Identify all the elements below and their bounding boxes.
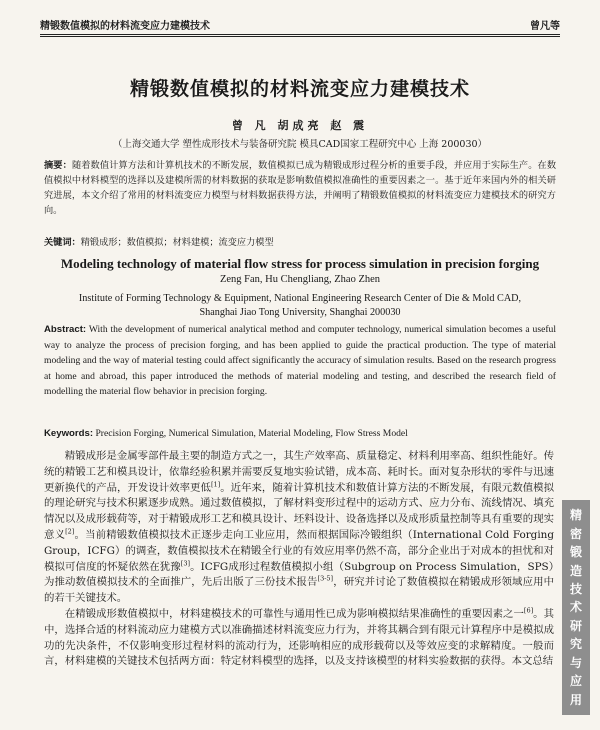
side-tab-char: 锻 <box>569 545 582 560</box>
side-tab-char: 用 <box>569 692 582 707</box>
body-p1-part-a: 精锻成形是金属零部件最主要的制造方式之一，其生产效率高、质量稳定、材料利用率高、组织性能好。传统的精锻工艺和模具设计，依靠经验积累并需要反复地实验试错，成本高、耗时长。面对复杂形状的零件与迅速更新换代的产品，开发设计效率更低 <box>44 450 554 494</box>
body-paragraph-1 <box>44 449 554 607</box>
citation: [3] <box>180 559 190 568</box>
side-tab-char: 精 <box>569 508 582 523</box>
abstract-chinese-text: 随着数值计算方法和计算机技术的不断发展，数值模拟已成为精锻成形过程分析的重要手段，并应用于实际生产。在数值模拟中材料模型的选择以及建模所需的材料数据的获取是影响数值模拟准确性的重要因素之一。基于近年来国内外的相关研究进展，本文介绍了常用的材料流变应力模型与材料数据获得方法，并阐明了精锻数值模拟的材料流变应力建模技术的研究方向。 <box>44 160 557 216</box>
authors-chinese: 曾 凡 胡成亮 赵 震 <box>231 119 369 132</box>
citation: [3-5] <box>317 574 334 583</box>
title-english: Modeling technology of material flow stress for process simulation in precision forging <box>60 256 540 271</box>
running-header-title: 精锻数值模拟的材料流变应力建模技术 <box>40 21 210 32</box>
keywords-english-text: Precision Forging, Numerical Simulation, Material Modeling, Flow Stress Model <box>95 428 408 439</box>
side-tab-char: 应 <box>569 674 582 689</box>
side-tab-char: 密 <box>569 526 582 541</box>
side-tab-char: 造 <box>569 563 582 578</box>
side-tab-char: 究 <box>569 637 582 652</box>
authors-english: Zeng Fan, Hu Chengliang, Zhao Zhen <box>219 274 381 285</box>
header-rule <box>40 34 560 35</box>
side-tab-char: 与 <box>569 655 582 670</box>
body-p1-part-c: 。当前精锻数值模拟技术正逐步走向工业应用，然而根据国际冷锻组织（International Cold Forging Group，ICFG）的调查，数值模拟技术在精锻全行业的有效应用率仍然不高，部分企业出于对成本的担忧和对模拟可信度的怀疑依然在犹豫 <box>44 528 555 573</box>
affiliation-english <box>44 292 556 320</box>
abstract-english-label: Abstract: <box>44 324 87 335</box>
side-tab-char: 术 <box>569 600 582 615</box>
affiliation-english-line2: Shanghai Jiao Tong University, Shanghai 200030 <box>199 307 401 318</box>
body-p1-part-e: ，研究并讨论了数值模拟在精锻成形领域应用中的若干关键技术。 <box>44 576 555 605</box>
citation: [2] <box>65 527 75 536</box>
body-p2-part-b: 。其中，选择合适的材料流动应力建模方式以准确描述材料流变应力行为，并将其耦合到有限元计算程序中是模拟成功的先决条件，不仅影响变形过程材料的流动行为，还影响相应的成形载荷以及等效应变的求解精度。一般而言，材料建模的关键技术包括两方面：特定材料模型的选择，以及支持该模型的材料实验数据的获得。本文总结 <box>44 607 555 668</box>
citation: [6] <box>523 606 534 615</box>
affiliation-chinese: （上海交通大学 塑性成形技术与装备研究院 模具CAD国家工程研究中心 上海 200030） <box>112 139 488 150</box>
keywords-chinese-label: 关键词： <box>44 237 81 248</box>
body-text <box>44 449 554 670</box>
body-paragraph-2 <box>44 607 554 670</box>
title-chinese: 精锻数值模拟的材料流变应力建模技术 <box>129 78 470 100</box>
keywords-english <box>44 428 556 439</box>
running-header-authors: 曾凡等 <box>530 21 560 32</box>
side-tab-char: 研 <box>569 618 582 633</box>
side-tab-char: 技 <box>569 582 582 597</box>
body-p1-part-d: 。ICFG成形过程数值模拟小组（Subgroup on Process Simulation，SPS）为推动数值模拟技术的全面推广，先后出版了三份技术报告 <box>44 560 554 589</box>
header-rule-thin <box>40 36 560 37</box>
keywords-chinese <box>44 234 556 248</box>
section-side-tab <box>562 500 590 715</box>
abstract-english-text: With the development of numerical analytical method and computer technology, numerical simulation becomes a useful way to analyze the process of precision forging, and has been applied to guide the practical production. The type of material modeling and the way of material testing could affect significantly the accuracy of simulation results. Based on the research progress at home and abroad, this paper introduced the methods of material modeling and testing, and described the research field of modelling the material flow behavior in precision forging. <box>44 324 556 398</box>
keywords-english-label: Keywords: <box>44 428 94 439</box>
affiliation-english-line1: Institute of Forming Technology & Equipment, National Engineering Research Center of Die & Mold CAD, <box>78 293 522 304</box>
abstract-chinese <box>44 158 556 218</box>
keywords-chinese-text: 精锻成形；数值模拟；材料建模；流变应力模型 <box>80 237 274 248</box>
citation: [1] <box>210 480 221 489</box>
abstract-chinese-label: 摘要： <box>44 160 72 171</box>
abstract-english <box>44 322 556 400</box>
body-p1-part-b: 。近年来，随着计算机技术和数值计算方法的不断发展，有限元数值模拟的理论研究与技术积累逐步成熟。通过数值模拟，了解材料变形过程中的运动方式、应力分布、流线情况、填充情况以及成形载荷等，对于精锻成形工艺和模具设计、坯料设计、设备选择以及成形质量控制等具有重要的现实意义 <box>44 481 555 541</box>
body-p2-part-a: 在精锻成形数值模拟中，材料建模技术的可靠性与通用性已成为影响模拟结果准确性的重要因素之一 <box>64 607 524 620</box>
running-header <box>40 12 560 32</box>
